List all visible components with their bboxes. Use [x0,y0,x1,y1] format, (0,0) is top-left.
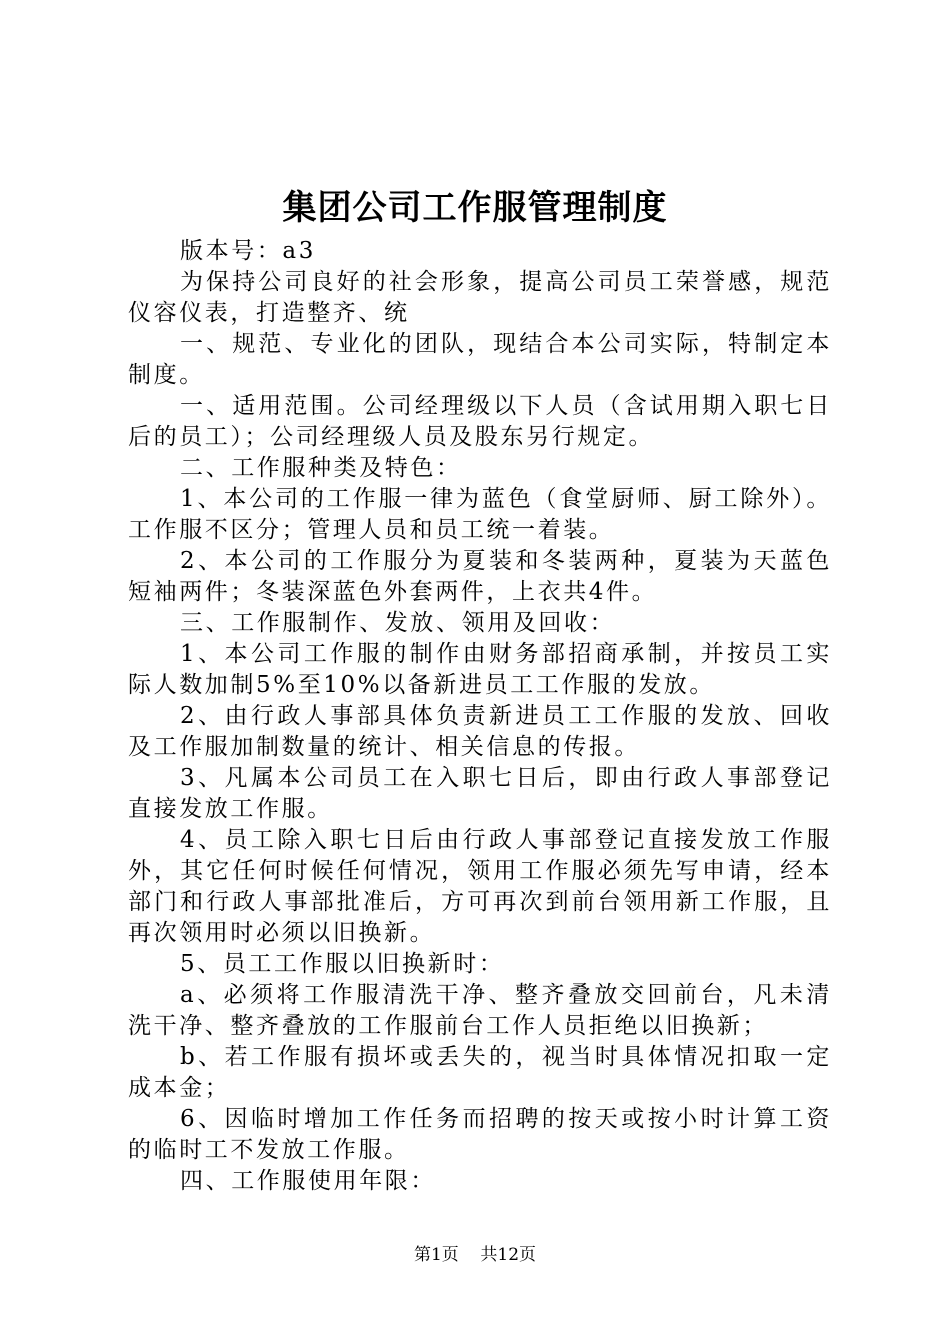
scope-paragraph: 一、适用范围。公司经理级以下人员（含试用期入职七日后的员工）；公司经理级人员及股东另行规定。 [128,393,832,450]
section-heading-types: 二、工作服种类及特色： [180,455,462,481]
intro-continuation-paragraph: 一、规范、专业化的团队，现结合本公司实际，特制定本制度。 [128,331,832,388]
list-item: 6、因临时增加工作任务而招聘的按天或按小时计算工资的临时工不发放工作服。 [128,1106,832,1163]
footer-separator [464,1245,475,1265]
list-item: 2、本公司的工作服分为夏装和冬装两种，夏装为天蓝色短袖两件；冬装深蓝色外套两件，上衣共4件。 [128,548,832,605]
document-body [128,236,832,1197]
version-line: 版本号：a3 [180,238,316,264]
section-heading-usage-period: 四、工作服使用年限： [180,1168,436,1194]
list-item: 3、凡属本公司员工在入职七日后，即由行政人事部登记直接发放工作服。 [128,765,832,822]
page-number: 第1页 [413,1245,459,1265]
list-item: 1、本公司工作服的制作由财务部招商承制，并按员工实际人数加制5%至10%以备新进员工工作服的发放。 [128,641,832,698]
sub-list-item: b、若工作服有损坏或丢失的，视当时具体情况扣取一定成本金； [128,1044,832,1101]
section-heading-production: 三、工作服制作、发放、领用及回收： [180,610,616,636]
list-item: 5、员工工作服以旧换新时： [180,951,505,977]
list-item: 1、本公司的工作服一律为蓝色（食堂厨师、厨工除外）。工作服不区分；管理人员和员工统一着装。 [128,486,832,543]
page-total: 共12页 [480,1245,537,1265]
document-title: 集团公司工作服管理制度 [282,188,668,228]
list-item: 2、由行政人事部具体负责新进员工工作服的发放、回收及工作服加制数量的统计、相关信息的传报。 [128,703,832,760]
sub-list-item: a、必须将工作服清洗干净、整齐叠放交回前台，凡未清洗干净、整齐叠放的工作服前台工作人员拒绝以旧换新； [128,982,832,1039]
list-item: 4、员工除入职七日后由行政人事部登记直接发放工作服外，其它任何时候任何情况，领用工作服必须先写申请，经本部门和行政人事部批准后，方可再次到前台领用新工作服，且再次领用时必须以旧换新。 [128,827,832,946]
page-footer [0,1244,950,1266]
intro-paragraph: 为保持公司良好的社会形象，提高公司员工荣誉感，规范仪容仪表，打造整齐、统 [128,269,832,326]
